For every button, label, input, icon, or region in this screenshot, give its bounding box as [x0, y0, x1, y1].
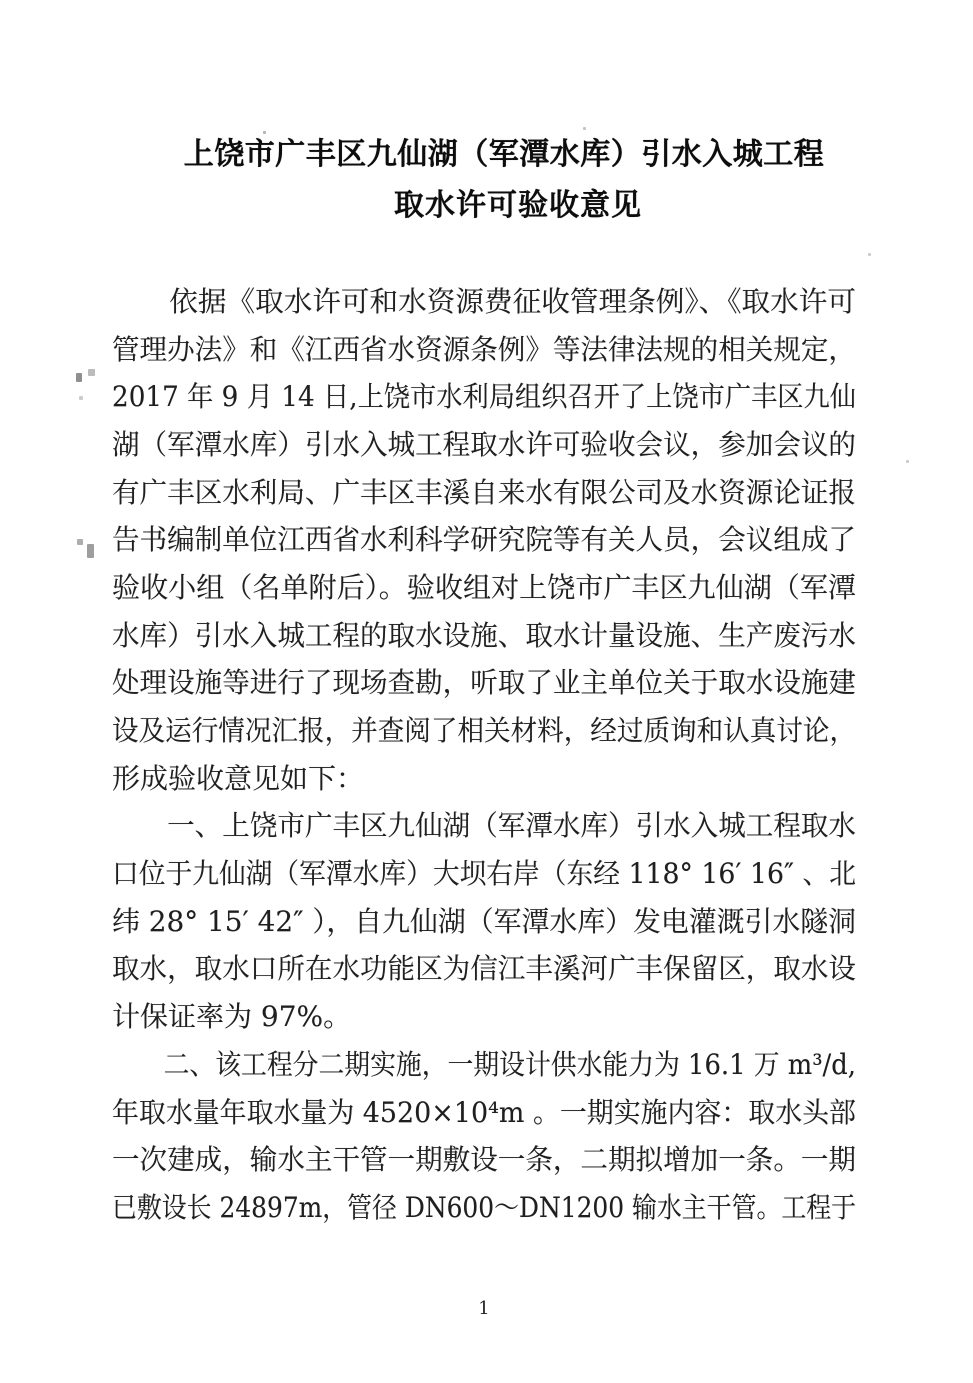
text-line: [112, 467, 856, 515]
text-line: [112, 1087, 856, 1135]
text-line-content: 形成验收意见如下：: [112, 761, 365, 795]
text-line: [112, 944, 856, 992]
text-line: [112, 419, 856, 467]
document-title: [112, 130, 856, 232]
text-line-content: 口位于九仙湖（军潭水库）大坝右岸（东经 118° 16′ 16″ 、北: [112, 857, 856, 891]
text-line-content: 二、该工程分二期实施，一期设计供水能力为 16.1 万 m³/d,: [112, 1047, 856, 1081]
text-line-content: 纬 28° 15′ 42″ ），自九仙湖（军潭水库）发电灌溉引水隧洞: [112, 904, 857, 938]
text-line: [112, 1134, 856, 1182]
document-title-line2: 取水许可验收意见: [394, 188, 642, 223]
text-line-content: 设及运行情况汇报，并查阅了相关材料，经过质询和认真讨论，: [112, 714, 857, 748]
text-line: [112, 1039, 856, 1087]
document-title-line1: 上饶市广丰区九仙湖（军潭水库）引水入城工程: [183, 137, 825, 172]
text-line-content: 已敷设长 24897m，管径 DN600～DN1200 输水主干管。工程于: [112, 1190, 857, 1224]
text-line: [112, 753, 856, 801]
text-line: [112, 514, 856, 562]
text-line-content: 取水，取水口所在水功能区为信江丰溪河广丰保留区，取水设: [112, 952, 856, 986]
document-body: [112, 276, 856, 1230]
text-line: [112, 658, 856, 706]
scan-speckle: [88, 369, 95, 376]
scan-speckle: [87, 544, 94, 558]
text-line: [112, 1182, 856, 1230]
text-line-content: 水库）引水入城工程的取水设施、取水计量设施、生产废污水: [112, 618, 856, 652]
text-line: [112, 801, 856, 849]
text-line: [112, 371, 856, 419]
text-line-content: 年取水量年取水量为 4520×10⁴m 。一期实施内容：取水头部: [112, 1095, 856, 1129]
scan-speckle: [868, 253, 871, 256]
text-line-content: 依据《取水许可和水资源费征收管理条例》、《取水许可: [112, 284, 857, 318]
text-line: [112, 562, 856, 610]
scan-speckle: [79, 396, 83, 400]
scan-speckle: [263, 131, 266, 134]
text-line-content: 一、上饶市广丰区九仙湖（军潭水库）引水入城工程取水: [112, 809, 856, 843]
scan-speckle: [77, 539, 83, 545]
text-line-content: 告书编制单位江西省水利科学研究院等有关人员，会议组成了: [112, 523, 856, 557]
text-line: [112, 848, 856, 896]
page-number: 1: [478, 1298, 490, 1319]
text-line-content: 处理设施等进行了现场查勘，听取了业主单位关于取水设施建: [112, 666, 856, 700]
text-line-content: 一次建成，输水主干管一期敷设一条，二期拟增加一条。一期: [112, 1143, 856, 1177]
text-line: [112, 705, 856, 753]
text-line-content: 计保证率为 97%。: [112, 1000, 352, 1034]
scan-speckle: [76, 373, 82, 382]
scan-speckle: [583, 127, 586, 130]
text-line: [112, 276, 856, 324]
text-line-content: 验收小组（名单附后）。验收组对上饶市广丰区九仙湖（军潭: [112, 570, 857, 604]
text-line-content: 管理办法》和《江西省水资源条例》等法律法规的相关规定，: [112, 332, 856, 366]
text-line-content: 湖（军潭水库）引水入城工程取水许可验收会议，参加会议的: [112, 427, 856, 461]
text-line: [112, 324, 856, 372]
text-line: [112, 610, 856, 658]
scan-speckle: [906, 460, 909, 463]
text-line: [112, 896, 856, 944]
text-line: [112, 991, 856, 1039]
text-line-content: 有广丰区水利局、广丰区丰溪自来水有限公司及水资源论证报: [112, 475, 856, 509]
text-line-content: 2017 年 9 月 14 日,上饶市水利局组织召开了上饶市广丰区九仙: [112, 380, 857, 414]
